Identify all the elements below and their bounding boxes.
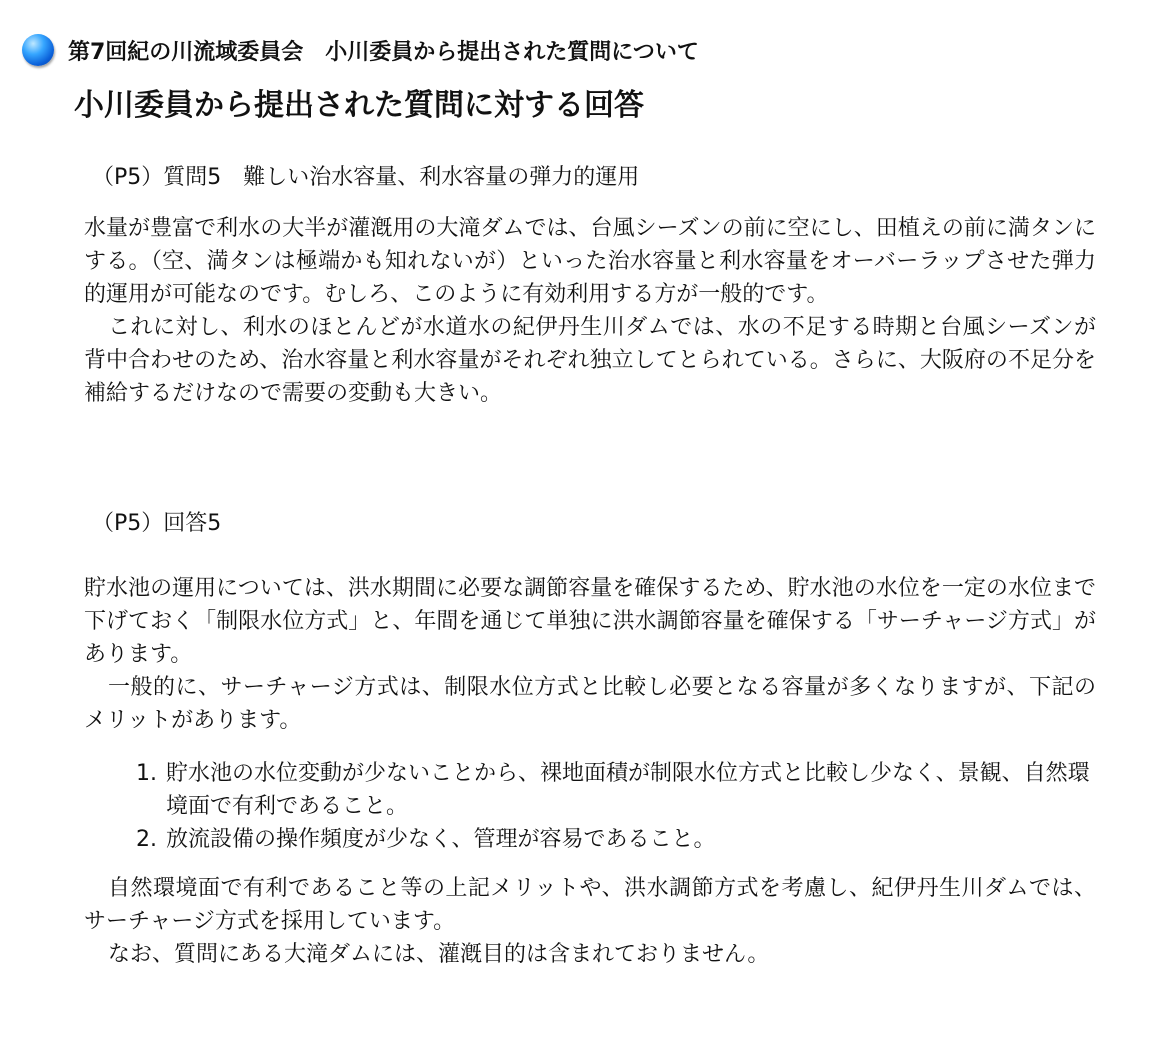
closing-paragraph-2: なお、質問にある大滝ダムには、灌漑目的は含まれておりません。 <box>108 942 770 967</box>
merit-item-2: 2. 放流設備の操作頻度が少なく、管理が容易であること。 <box>164 823 1096 856</box>
document-header <box>22 34 699 66</box>
answer-paragraph-2: 一般的に、サーチャージ方式は、制限水位方式と比較し必要となる容量が多くなりますが、下記のメリットがあります。 <box>84 675 1096 733</box>
answer-paragraph-1: 貯水池の運用については、洪水期間に必要な調節容量を確保するため、貯水池の水位を一定の水位まで下げておく「制限水位方式」と、年間を通じて単独に洪水調節容量を確保する「サーチャージ方式」があります。 <box>84 576 1096 667</box>
answer-body <box>84 572 1096 971</box>
answer-closing <box>84 872 1096 971</box>
closing-paragraph-1: 自然環境面で有利であること等の上記メリットや、洪水調節方式を考慮し、紀伊丹生川ダムでは、サーチャージ方式を採用しています。 <box>84 876 1096 934</box>
page-title: 小川委員から提出された質問に対する回答 <box>74 88 644 123</box>
question-paragraph-1: 水量が豊富で利水の大半が灌漑用の大滝ダムでは、台風シーズンの前に空にし、田植えの前に満タンにする。（空、満タンは極端かも知れないが）といった治水容量と利水容量をオーバーラップさせた弾力的運用が可能なのです。むしろ、このように有効利用する方が一般的です。 <box>84 216 1096 307</box>
question-heading: （P5）質問5 難しい治水容量、利水容量の弾力的運用 <box>92 165 640 190</box>
question-paragraph-2: これに対し、利水のほとんどが水道水の紀伊丹生川ダムでは、水の不足する時期と台風シーズンが背中合わせのため、治水容量と利水容量がそれぞれ独立してとられている。さらに、大阪府の不足分を補給するだけなので需要の変動も大きい。 <box>84 315 1096 406</box>
merit-item-1: 1. 貯水池の水位変動が少ないことから、裸地面積が制限水位方式と比較し少なく、景観、自然環境面で有利であること。 <box>164 757 1096 823</box>
answer-heading: （P5）回答5 <box>92 511 222 536</box>
blue-sphere-bullet-icon <box>22 34 54 66</box>
merit-list <box>84 757 1096 856</box>
question-body <box>84 212 1096 410</box>
header-title: 第7回紀の川流域委員会 小川委員から提出された質問について <box>68 39 699 65</box>
